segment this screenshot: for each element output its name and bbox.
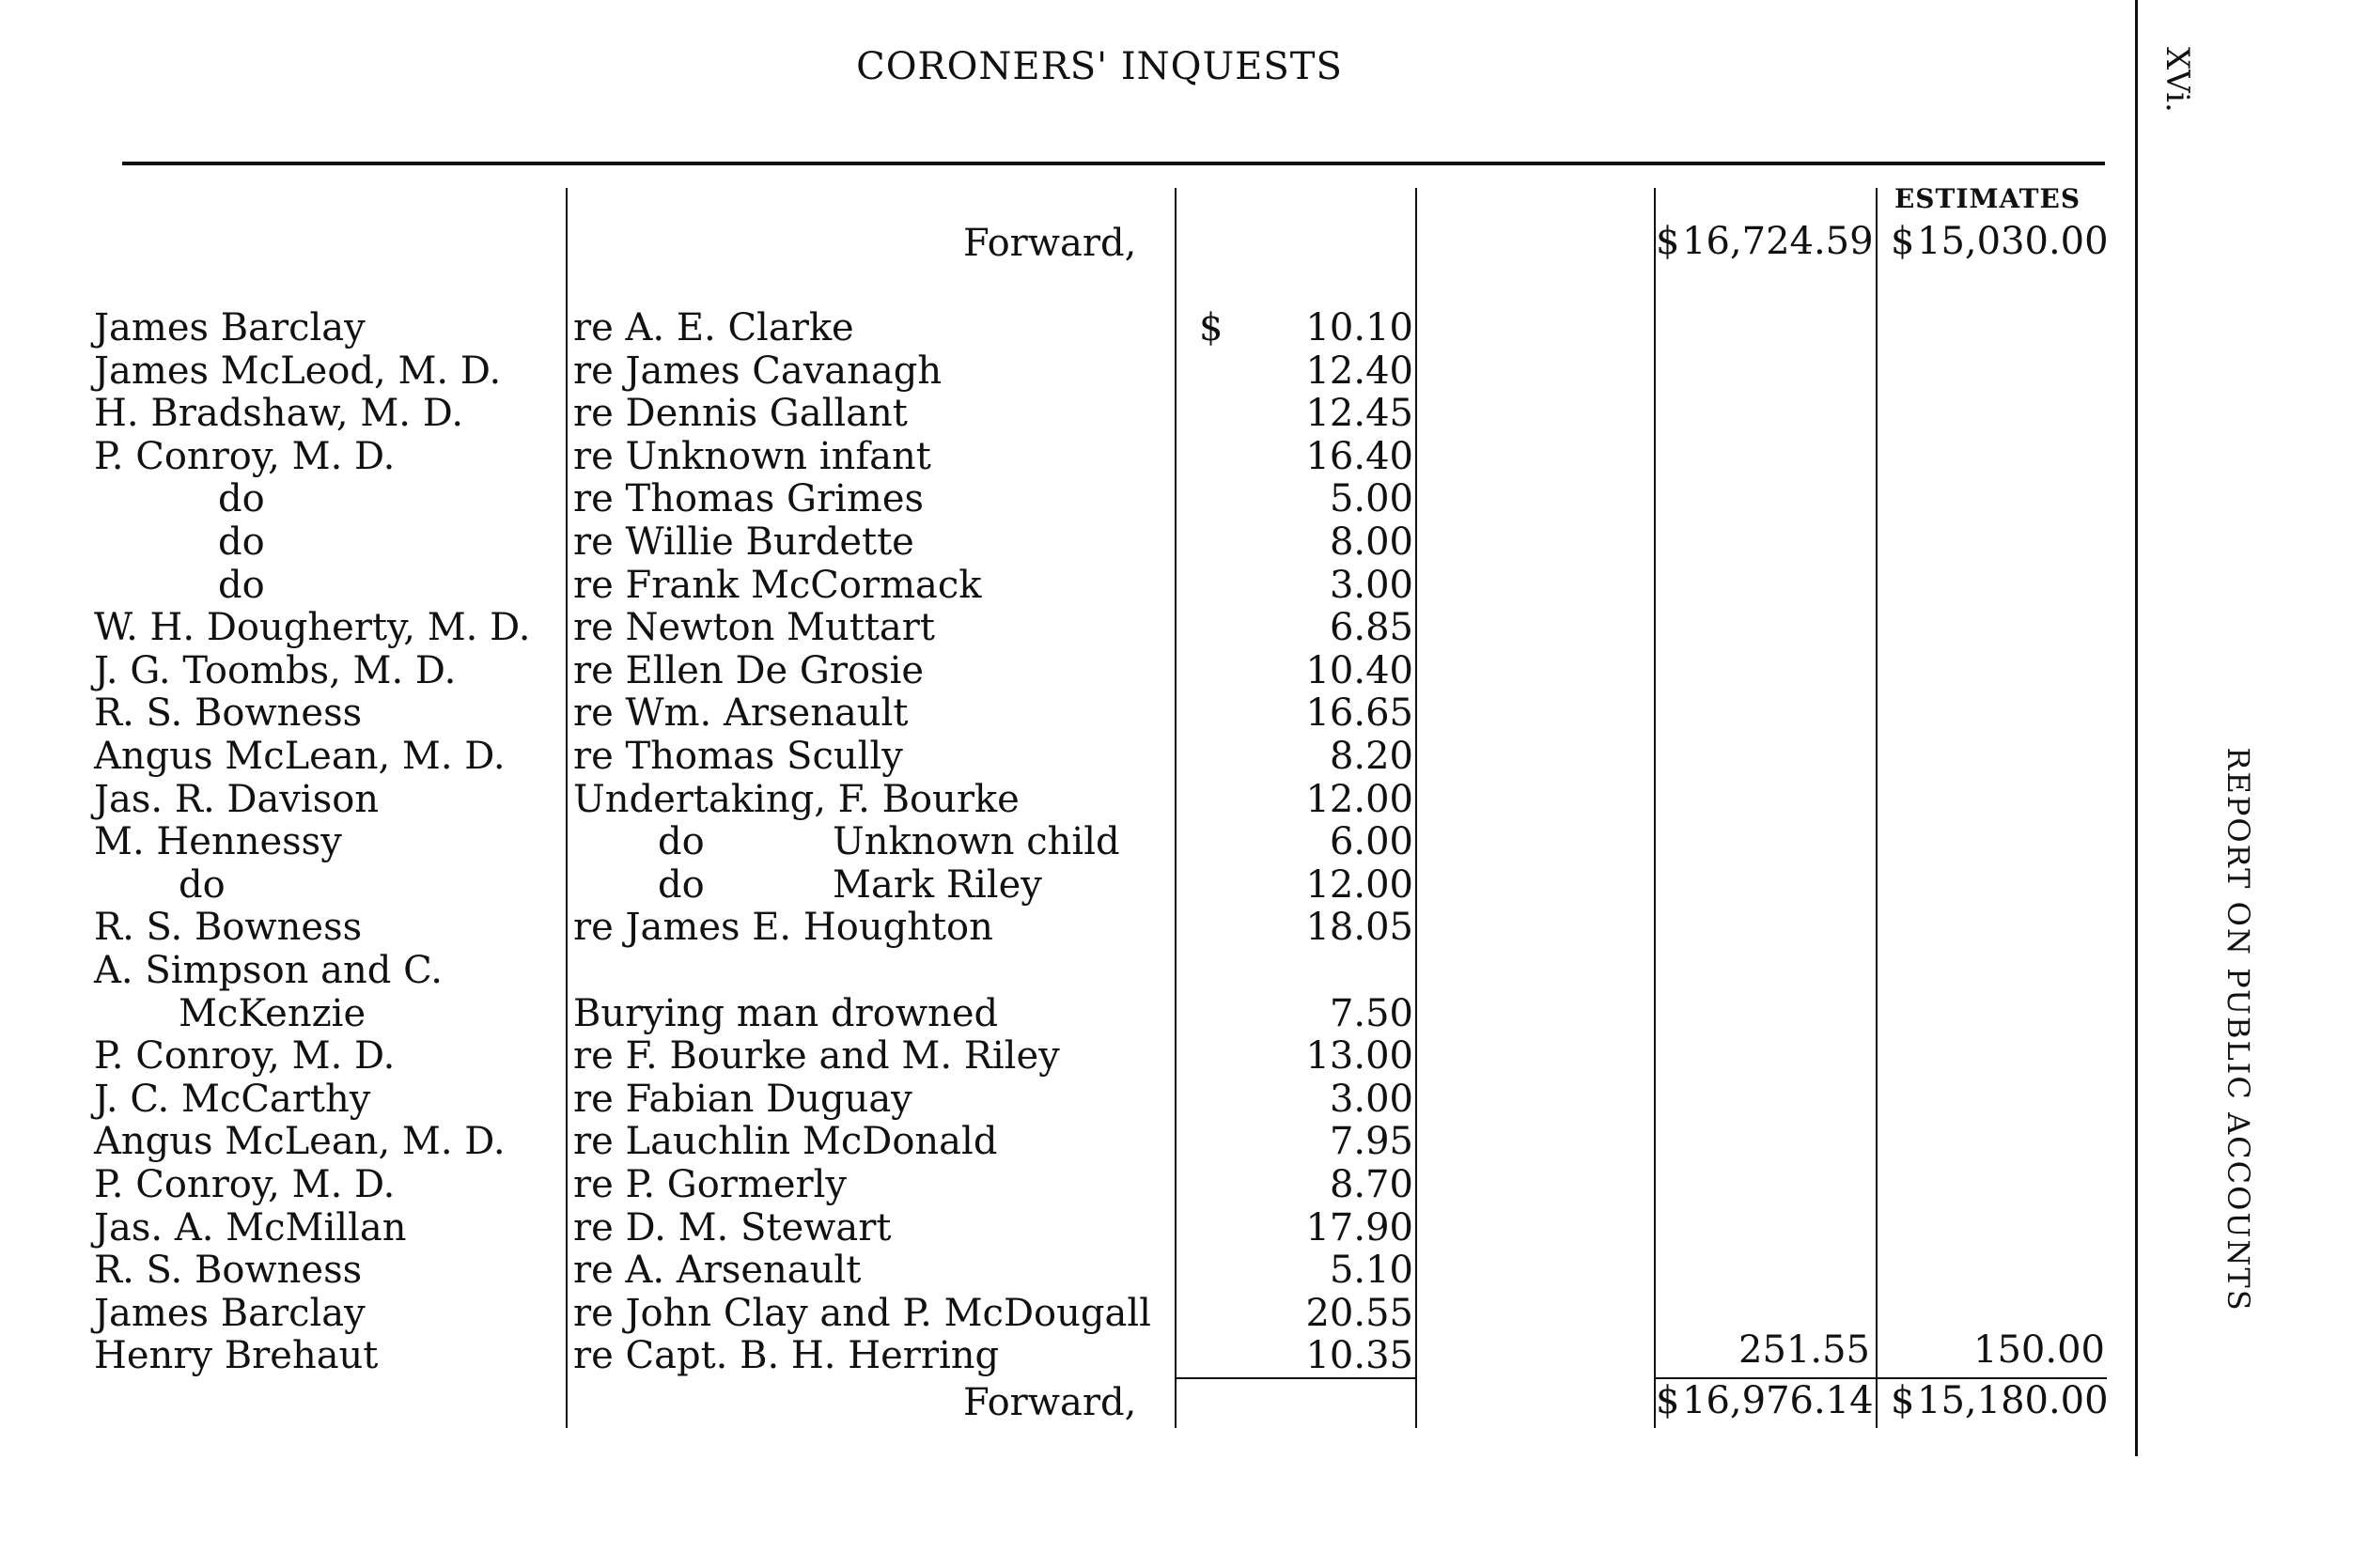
- entry-item: re A. Arsenault: [573, 1249, 862, 1293]
- entry-amount: 3.00: [1329, 563, 1413, 607]
- entry-payee: W. H. Dougherty, M. D.: [94, 606, 531, 650]
- entry-item: re Capt. B. H. Herring: [573, 1334, 1000, 1378]
- entry-payee: Angus McLean, M. D.: [94, 735, 506, 778]
- entry-amount: 8.70: [1329, 1163, 1413, 1206]
- column-divider-item: [1175, 188, 1177, 1428]
- entry-amount: 18.05: [1305, 906, 1413, 950]
- entry-amount: 6.00: [1329, 820, 1413, 864]
- opening-total: 16,724.59: [1682, 220, 1874, 263]
- entry-item: re Ellen De Grosie: [573, 648, 925, 692]
- entry-amount: 17.90: [1305, 1205, 1413, 1250]
- entry-item: re James Cavanagh: [573, 349, 943, 393]
- entry-payee: James Barclay: [94, 306, 366, 349]
- entry-payee: P. Conroy, M. D.: [94, 1163, 396, 1206]
- estimates-label: ESTIMATES: [1894, 183, 2081, 214]
- column-divider-total: [1876, 188, 1878, 1428]
- entry-item: re Frank McCormack: [573, 563, 982, 607]
- right-margin-rule: [2135, 0, 2138, 1456]
- entry-payee: do: [218, 477, 265, 521]
- entry-payee: do: [218, 563, 265, 607]
- subtotal-total: 251.55: [1738, 1328, 1870, 1372]
- entry-amount: 16.65: [1305, 691, 1413, 736]
- closing-total: 16,976.14: [1682, 1379, 1874, 1422]
- entry-item: re Unknown infant: [573, 434, 931, 478]
- column-divider-amount: [1415, 188, 1417, 1428]
- entry-payee: J. G. Toombs, M. D.: [94, 648, 457, 692]
- entry-amount: 20.55: [1305, 1291, 1413, 1335]
- subtotal-estimate: 150.00: [1973, 1328, 2105, 1372]
- page-number: XVi.: [2159, 47, 2196, 113]
- entry-amount: 16.40: [1305, 434, 1413, 478]
- entry-payee: P. Conroy, M. D.: [94, 434, 396, 478]
- entry-item: re Lauchlin McDonald: [573, 1120, 998, 1164]
- closing-estimate-dollar: $: [1891, 1379, 1915, 1422]
- opening-estimate: 15,030.00: [1917, 220, 2109, 263]
- entry-item: re Wm. Arsenault: [573, 691, 909, 736]
- entry-amount-dollar: $: [1199, 306, 1223, 349]
- entry-payee: R. S. Bowness: [94, 906, 363, 950]
- closing-total-dollar: $: [1656, 1379, 1680, 1422]
- entry-amount: 5.00: [1329, 477, 1413, 521]
- amount-sum-rule: [1177, 1377, 1415, 1379]
- entry-payee: J. C. McCarthy: [94, 1077, 371, 1121]
- entry-payee: Jas. A. McMillan: [94, 1205, 407, 1250]
- entry-payee: James Barclay: [94, 1291, 366, 1335]
- entry-item: re Newton Muttart: [573, 606, 935, 650]
- entry-amount: 6.85: [1329, 606, 1413, 650]
- entry-amount: 5.10: [1329, 1249, 1413, 1293]
- entry-amount: 12.00: [1305, 862, 1413, 907]
- entry-amount: 7.50: [1329, 991, 1413, 1035]
- entry-item: re Thomas Scully: [573, 735, 903, 778]
- entry-item: re F. Bourke and M. Riley: [573, 1034, 1060, 1079]
- entry-item-do: do: [658, 820, 705, 864]
- entry-item: re D. M. Stewart: [573, 1205, 892, 1250]
- entry-payee: Henry Brehaut: [94, 1334, 379, 1378]
- entry-amount: 12.00: [1305, 777, 1413, 821]
- entry-item: Unknown child: [833, 820, 1120, 864]
- entry-amount: 13.00: [1305, 1034, 1413, 1079]
- entry-item: re John Clay and P. McDougall: [573, 1291, 1151, 1335]
- entry-payee: M. Hennessy: [94, 820, 342, 864]
- entry-item: re Fabian Duguay: [573, 1077, 912, 1121]
- entry-payee: P. Conroy, M. D.: [94, 1034, 396, 1079]
- entry-amount: 12.40: [1305, 349, 1413, 393]
- side-title: REPORT ON PUBLIC ACCOUNTS: [2221, 747, 2256, 1312]
- entry-item: re P. Gormerly: [573, 1163, 848, 1206]
- entry-payee: do: [179, 862, 226, 907]
- entry-payee: R. S. Bowness: [94, 691, 363, 736]
- forward-label-bottom: Forward,: [963, 1381, 1137, 1424]
- entry-amount: 8.00: [1329, 520, 1413, 564]
- entry-payee: R. S. Bowness: [94, 1249, 363, 1293]
- forward-label-top: Forward,: [963, 222, 1137, 265]
- opening-total-dollar: $: [1656, 220, 1680, 263]
- entry-item: re James E. Houghton: [573, 906, 993, 950]
- entry-payee: Jas. R. Davison: [94, 777, 380, 821]
- entry-payee: do: [218, 520, 265, 564]
- entry-item: re Dennis Gallant: [573, 392, 908, 436]
- entry-amount: 3.00: [1329, 1077, 1413, 1121]
- entry-item-do: do: [658, 862, 705, 907]
- entry-amount: 10.35: [1305, 1334, 1413, 1378]
- column-divider-blank: [1654, 188, 1656, 1428]
- entry-payee: H. Bradshaw, M. D.: [94, 392, 464, 436]
- entry-payee: Angus McLean, M. D.: [94, 1120, 506, 1164]
- entry-payee-continuation: McKenzie: [179, 991, 366, 1035]
- entry-amount: 12.45: [1305, 392, 1413, 436]
- top-rule: [122, 162, 2105, 165]
- entry-item: re A. E. Clarke: [573, 306, 854, 349]
- opening-estimate-dollar: $: [1891, 220, 1915, 263]
- entry-item: Undertaking, F. Bourke: [573, 777, 1020, 821]
- column-divider-payee: [566, 188, 568, 1428]
- entry-payee: James McLeod, M. D.: [94, 349, 502, 393]
- entry-amount: 7.95: [1329, 1120, 1413, 1164]
- entry-amount: 10.40: [1305, 648, 1413, 692]
- entry-item: Mark Riley: [833, 862, 1042, 907]
- entry-item: re Thomas Grimes: [573, 477, 925, 521]
- page-title: CORONERS' INQUESTS: [856, 45, 1343, 88]
- entry-item: Burying man drowned: [573, 991, 999, 1035]
- closing-estimate: 15,180.00: [1917, 1379, 2109, 1422]
- entry-amount: 10.10: [1305, 306, 1413, 349]
- entry-item: re Willie Burdette: [573, 520, 914, 564]
- entry-payee: A. Simpson and C.: [94, 949, 443, 992]
- entry-amount: 8.20: [1329, 735, 1413, 778]
